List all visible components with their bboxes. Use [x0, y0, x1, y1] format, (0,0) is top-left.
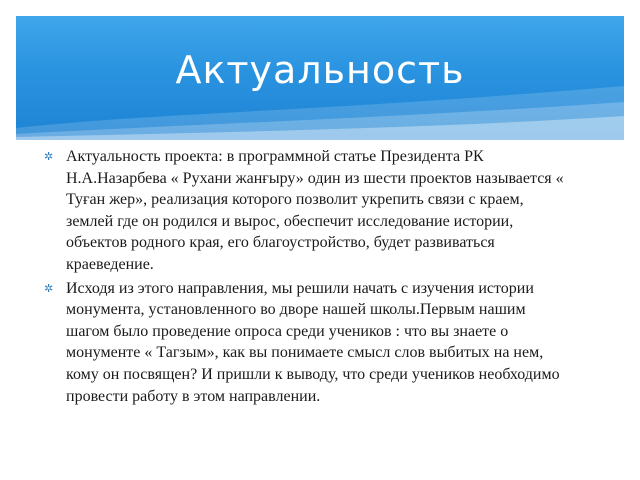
bullet-marker-icon: ✲ [44, 281, 54, 295]
bullet-item [44, 278, 568, 408]
title-banner [16, 16, 624, 140]
slide-title: Актуальность [175, 48, 465, 92]
bullet-marker-icon: ✲ [44, 150, 54, 163]
bullet-text: Актуальность проекта: в программной статье Президента РК Н.А.Назарбева « Рухани жанғыру» один из шести проектов называется « Туған жер», реализация которого позволит укрепить связи с краем, землей где он родился и вырос, обеспечит исследование истории, объектов родного края, его благоустройство, будет развиваться краеведение. [66, 148, 564, 273]
bullet-item [44, 146, 568, 276]
bullet-text: Исходя из этого направления, мы решили начать с изучения истории монумента, установленного во дворе нашей школы.Первым нашим шагом было проведение опроса среди учеников : что вы знаете о монументе « Тагзым», как вы понимаете смысл слов выбитых на нем, кому он посвящен? И пришли к выводу, что среди учеников необходимо провести работу в этом направлении. [66, 279, 560, 405]
slide-body [44, 146, 568, 409]
